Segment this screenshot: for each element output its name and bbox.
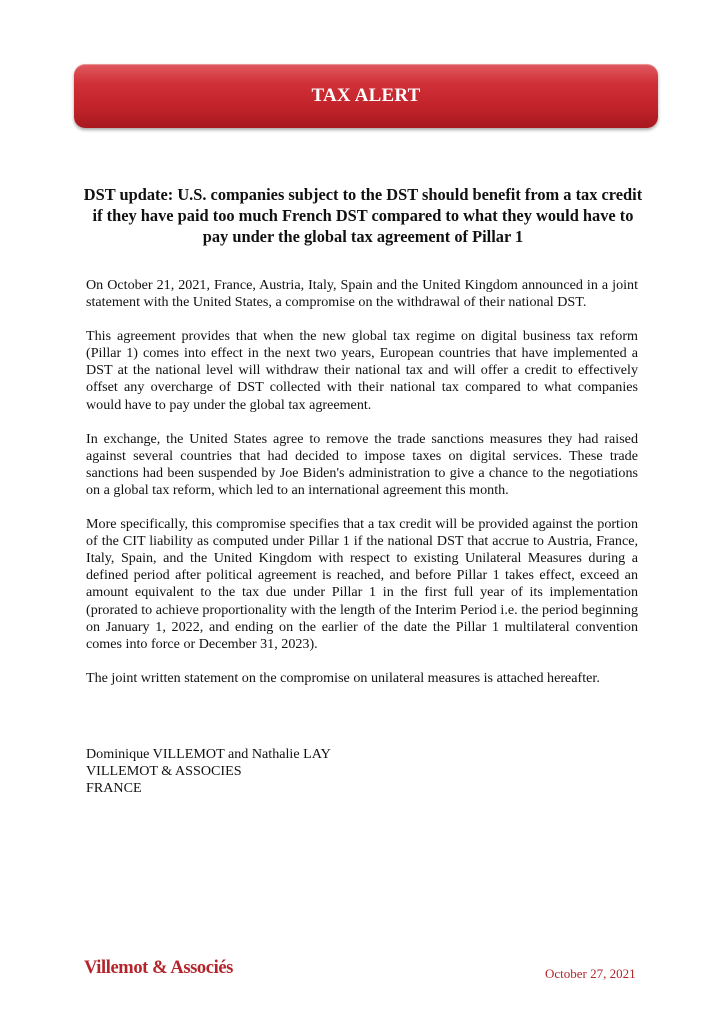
- paragraph-specifics: More specifically, this compromise specifies that a tax credit will be provided against the portion of the CIT liability as computed under Pillar 1 if the national DST that accrue to Austria, France, Italy, Spain, and the United Kingdom with respect to existing Unilateral Measures during a defined period after political agreement is reached, and before Pillar 1 takes effect, exceed an amount equivalent to the tax due under Pillar 1 in the first full year of its implementation (prorated to achieve proportionality with the length of the Interim Period i.e. the period beginning on January 1, 2022, and ending on the earlier of the date the Pillar 1 multilateral convention comes into force or December 31, 2023).: [86, 516, 638, 652]
- villemot-logo: Villemot & Associés: [84, 958, 233, 978]
- paragraph-agreement: This agreement provides that when the new global tax regime on digital business tax reform (Pillar 1) comes into effect in the next two years, European countries that have implemented a DST at the national level will withdraw their national tax and will offer a credit to effectively offset any overcharge of DST collected with their national tax compared to what companies would have to pay under the global tax agreement.: [86, 328, 638, 413]
- signature-country: FRANCE: [86, 780, 142, 796]
- footer-date: October 27, 2021: [545, 966, 636, 981]
- paragraph-announcement: On October 21, 2021, France, Austria, Italy, Spain and the United Kingdom announced in a joint statement with the United States, a compromise on the withdrawal of their national DST.: [86, 277, 638, 311]
- signature-block: [86, 746, 331, 797]
- paragraph-exchange: In exchange, the United States agree to remove the trade sanctions measures they had raised against several countries that had decided to impose taxes on digital services. These trade sanctions had been suspended by Joe Biden's administration to give a chance to the negotiations on a global tax reform, which led to an international agreement this month.: [86, 430, 638, 498]
- body-text: [86, 277, 638, 704]
- signature-firm: VILLEMOT & ASSOCIES: [86, 763, 242, 779]
- banner-title: TAX ALERT: [311, 85, 421, 106]
- paragraph-attachment: The joint written statement on the compromise on unilateral measures is attached hereafter.: [86, 669, 600, 686]
- headline: DST update: U.S. companies subject to the DST should benefit from a tax credit if they have paid too much French DST compared to what they would have to pay under the global tax agreement of Pillar 1: [83, 185, 643, 246]
- signature-names: Dominique VILLEMOT and Nathalie LAY: [86, 746, 331, 762]
- tax-alert-banner: [74, 64, 658, 128]
